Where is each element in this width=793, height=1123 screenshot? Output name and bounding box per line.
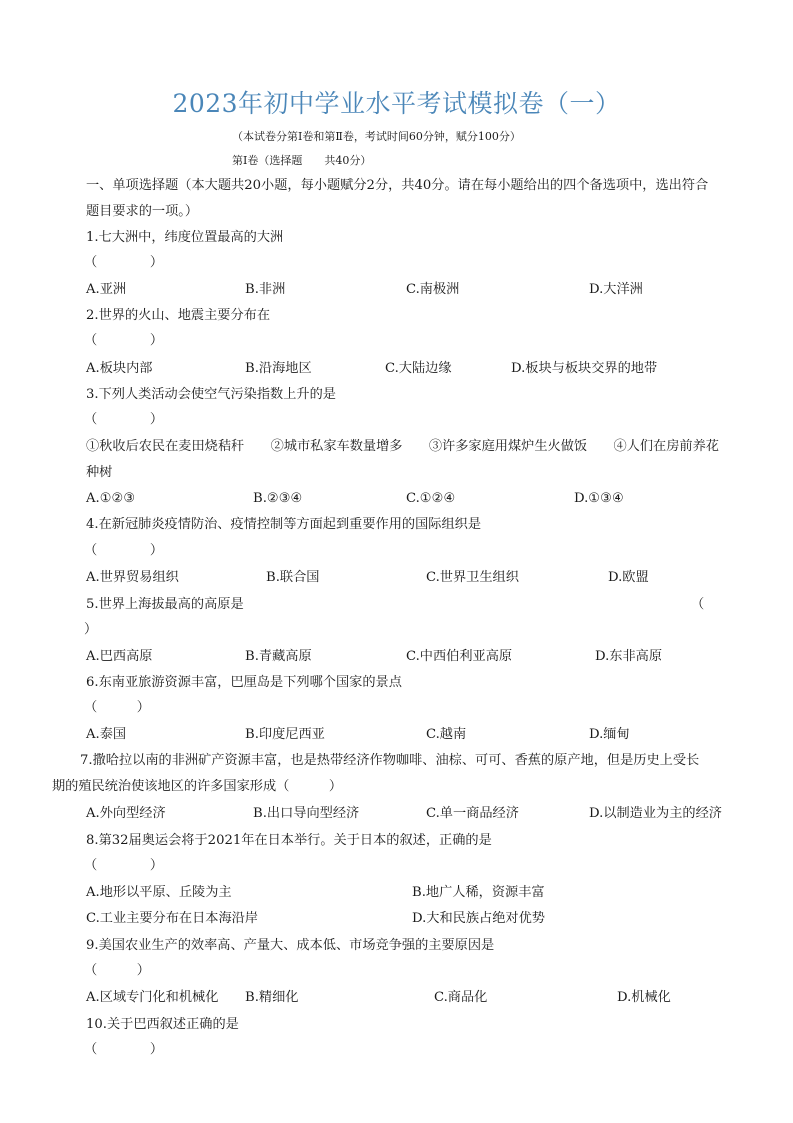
question-8-option-d: D.大和民族占绝对优势 [412,911,545,926]
question-1-answer-blank: （ ） [84,255,164,270]
section-heading: 第Ⅰ卷（选择题 共40分） [232,154,372,167]
question-5-option-d: D.东非高原 [595,649,663,664]
page-title: 2023年初中学业水平考试模拟卷（一） [172,89,621,118]
question-1-option-d: D.大洋洲 [589,282,643,297]
question-6-stem: 6.东南亚旅游资源丰富，巴厘岛是下列哪个国家的景点 [86,675,402,690]
question-2-option-a: A.板块内部 [86,361,153,376]
question-4-option-d: D.欧盟 [608,570,649,585]
question-9-option-b: B.精细化 [245,990,299,1005]
instructions-line-2: 题目要求的一项。） [86,204,199,219]
question-8-option-b: B.地广人稀，资源丰富 [412,885,545,900]
question-4-option-c: C.世界卫生组织 [426,570,519,585]
question-1-option-c: C.南极洲 [406,282,460,297]
question-9-option-d: D.机械化 [617,990,671,1005]
question-6-option-b: B.印度尼西亚 [245,727,325,742]
question-5-stem: 5.世界上海拔最高的高原是 [86,597,244,612]
question-1-option-a: A.亚洲 [86,282,127,297]
question-4-stem: 4.在新冠肺炎疫情防治、疫情控制等方面起到重要作用的国际组织是 [86,517,482,532]
question-4-option-a: A.世界贸易组织 [86,570,179,585]
question-5-option-b: B.青藏高原 [245,649,312,664]
question-3-stem: 3.下列人类活动会使空气污染指数上升的是 [86,387,336,402]
question-7-option-c: C.单一商品经济 [426,806,519,821]
question-3-option-a: A.①②③ [86,491,136,506]
exam-subtitle: （本试卷分第Ⅰ卷和第Ⅱ卷，考试时间60分钟，赋分100分） [232,130,521,143]
question-6-option-c: C.越南 [426,727,467,742]
question-3-option-d: D.①③④ [574,491,624,506]
question-7-option-b: B.出口导向型经济 [253,806,360,821]
question-6-option-d: D.缅甸 [589,727,630,742]
instructions-line-1: 一、单项选择题（本大题共20小题，每小题赋分2分，共40分。请在每小题给出的四个备选项中，选出符合 [86,178,709,193]
question-9-option-c: C.商品化 [434,990,488,1005]
question-9-stem: 9.美国农业生产的效率高、产量大、成本低、市场竞争强的主要原因是 [86,938,495,953]
question-5-option-c: C.中西伯利亚高原 [406,649,513,664]
question-2-answer-blank: （ ） [84,333,164,348]
question-4-option-b: B.联合国 [266,570,320,585]
question-7-stem-line-2: 期的殖民统治使该地区的许多国家形成（ ） [52,779,343,794]
question-8-option-c: C.工业主要分布在日本海沿岸 [86,911,259,926]
question-8-stem: 8.第32届奥运会将于2021年在日本举行。关于日本的叙述，正确的是 [86,833,492,848]
question-5-paren-open: （ [691,597,705,612]
question-2-stem: 2.世界的火山、地震主要分布在 [86,308,271,323]
question-4-answer-blank: （ ） [84,543,164,558]
question-8-option-a: A.地形以平原、丘陵为主 [86,885,232,900]
question-10-stem: 10.关于巴西叙述正确的是 [86,1017,239,1032]
question-3-option-c: C.①②④ [406,491,456,506]
question-10-answer-blank: （ ） [84,1042,164,1057]
question-1-stem: 1.七大洲中，纬度位置最高的大洲 [86,230,284,245]
question-2-option-c: C.大陆边缘 [385,361,452,376]
question-2-option-b: B.沿海地区 [245,361,312,376]
question-6-answer-blank: （ ） [84,700,150,715]
question-5-option-a: A.巴西高原 [86,649,153,664]
question-3-answer-blank: （ ） [84,412,164,427]
question-1-option-b: B.非洲 [245,282,286,297]
question-5-paren-close: ） [84,622,98,637]
question-3-option-b: B.②③④ [253,491,303,506]
question-9-answer-blank: （ ） [84,963,150,978]
question-3-statements-cont: 种树 [86,465,113,480]
question-3-statements: ①秋收后农民在麦田烧秸秆 ②城市私家车数量增多 ③许多家庭用煤炉生火做饭 ④人们在房前养花 [86,439,719,454]
question-2-option-d: D.板块与板块交界的地带 [511,361,658,376]
question-6-option-a: A.泰国 [86,727,127,742]
question-7-stem-line-1: 7.撒哈拉以南的非洲矿产资源丰富，也是热带经济作物咖啡、油棕、可可、香蕉的原产地，但是历史上受长 [80,753,700,768]
question-7-option-d: D.以制造业为主的经济 [589,806,722,821]
question-9-option-a: A.区域专门化和机械化 [86,990,219,1005]
question-7-option-a: A.外向型经济 [86,806,166,821]
question-8-answer-blank: （ ） [84,858,164,873]
